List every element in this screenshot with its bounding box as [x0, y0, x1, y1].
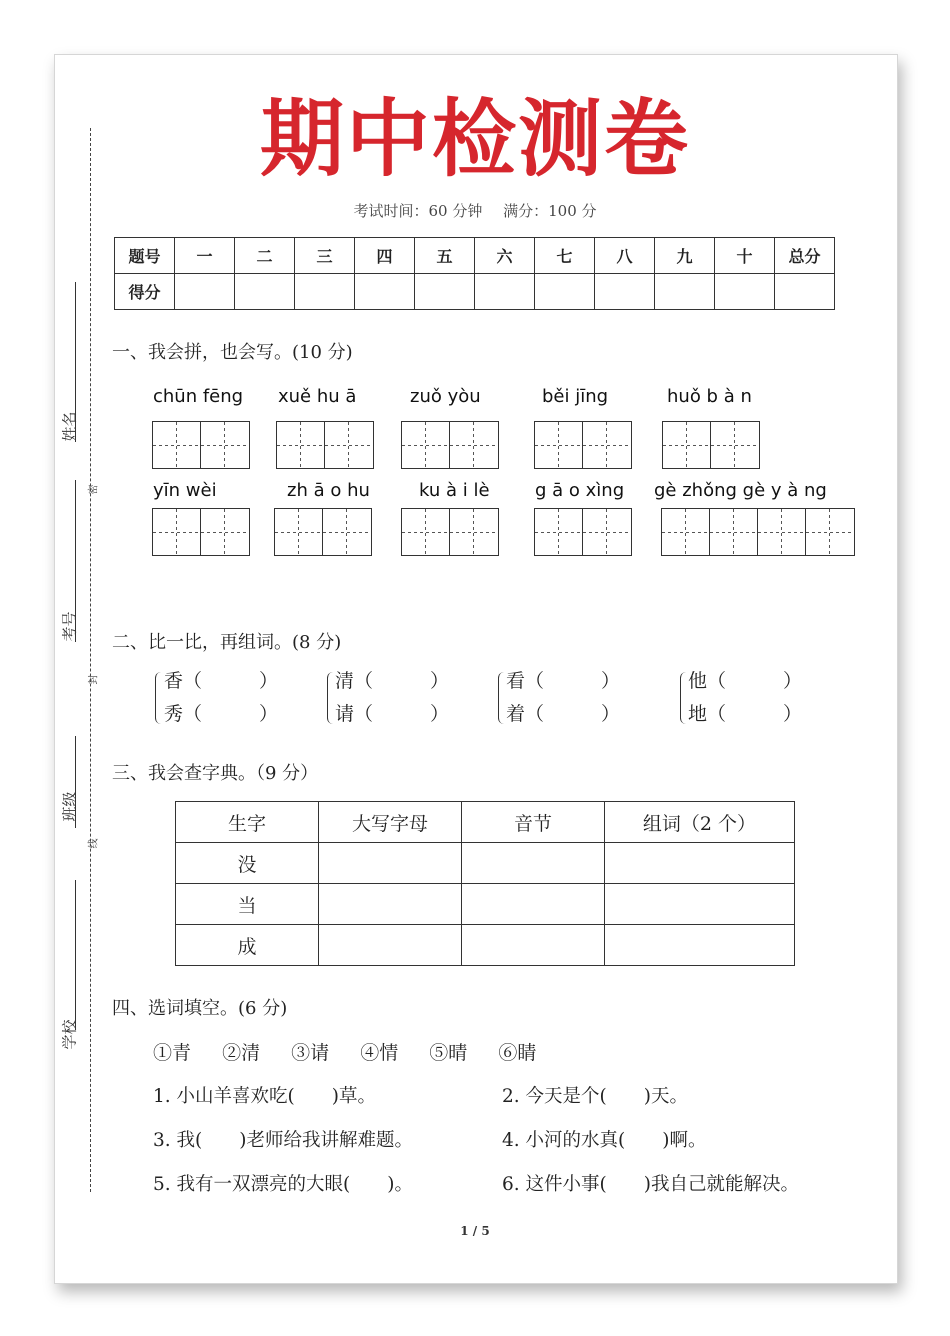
section1-title: 一、我会拼，也会写。(10 分): [112, 342, 353, 363]
question: 2. 今天是个( )天。: [502, 1086, 688, 1107]
brace: [327, 672, 334, 724]
dict-cell[interactable]: [462, 884, 605, 925]
class-label: 班级: [60, 791, 79, 822]
writing-grid[interactable]: [534, 421, 632, 469]
dict-char: 成: [176, 925, 319, 966]
option: ⑤晴: [429, 1042, 468, 1064]
pinyin: yīn wèi: [153, 480, 217, 501]
pinyin: zh ā o hu: [287, 480, 370, 501]
char: 秀: [164, 703, 184, 725]
char: 请: [335, 703, 355, 725]
writing-grid[interactable]: [401, 508, 499, 556]
dict-header: 音节: [462, 802, 605, 843]
exam-title: 期中检测卷: [259, 90, 690, 188]
id-label: 考号: [60, 611, 79, 642]
question: 6. 这件小事( )我自己就能解决。: [502, 1174, 799, 1195]
exam-info: [0, 200, 950, 221]
dict-row: [176, 843, 795, 884]
score-cell[interactable]: [235, 274, 295, 310]
char: 看: [506, 670, 526, 692]
question: 4. 小河的水真( )啊。: [502, 1130, 707, 1151]
dict-cell[interactable]: [605, 884, 795, 925]
score-header-cell: 二: [235, 238, 295, 274]
dict-cell[interactable]: [462, 843, 605, 884]
score-cell[interactable]: [655, 274, 715, 310]
writing-grid[interactable]: [276, 421, 374, 469]
option: ①青: [153, 1042, 192, 1064]
score-cell[interactable]: [355, 274, 415, 310]
score-header-cell: 六: [475, 238, 535, 274]
score-header-cell: 三: [295, 238, 355, 274]
seal-feng: 封: [88, 674, 100, 685]
question: 1. 小山羊喜欢吃( )草。: [153, 1086, 376, 1107]
char: 清: [335, 670, 355, 692]
pinyin: huǒ b à n: [667, 386, 752, 407]
pinyin: g ā o xìng: [535, 480, 625, 501]
dict-cell[interactable]: [605, 925, 795, 966]
score-header-cell: 九: [655, 238, 715, 274]
dict-cell[interactable]: [319, 925, 462, 966]
score-cell[interactable]: [295, 274, 355, 310]
section3-title: 三、我会查字典。（9 分）: [112, 763, 319, 784]
pinyin: chūn fēng: [153, 386, 244, 407]
compare-pair: 清（ ） 请（ ）: [335, 670, 450, 725]
full-score: 满分：100 分: [503, 202, 597, 220]
writing-grid[interactable]: [274, 508, 372, 556]
dict-cell[interactable]: [319, 843, 462, 884]
writing-grid[interactable]: [152, 508, 250, 556]
dict-cell[interactable]: [605, 843, 795, 884]
dict-header-row: [176, 802, 795, 843]
section2-title: 二、比一比，再组词。(8 分): [112, 632, 342, 653]
char: 着: [506, 703, 526, 725]
pinyin: běi jīng: [542, 386, 609, 407]
writing-grid[interactable]: [152, 421, 250, 469]
writing-grid[interactable]: [401, 421, 499, 469]
dict-row: [176, 884, 795, 925]
seal-mi: 密: [88, 484, 100, 495]
score-header-row: [115, 238, 835, 274]
compare-pair: 看（ ） 着（ ）: [506, 670, 621, 725]
pinyin: xuě hu ā: [278, 386, 357, 407]
page-number: 1 / 5: [460, 1224, 490, 1238]
question: 5. 我有一双漂亮的大眼( )。: [153, 1174, 413, 1195]
dict-cell[interactable]: [462, 925, 605, 966]
seal-xian: 线: [88, 838, 100, 849]
option: ④情: [360, 1042, 399, 1064]
pinyin: zuǒ yòu: [410, 386, 481, 407]
dict-char: 没: [176, 843, 319, 884]
brace: [680, 672, 687, 724]
score-header-cell: 题号: [115, 238, 175, 274]
score-header-cell: 七: [535, 238, 595, 274]
char: 地: [688, 703, 708, 725]
score-cell[interactable]: [775, 274, 835, 310]
char: 他: [688, 670, 708, 692]
option: ②清: [222, 1042, 261, 1064]
option: ⑥睛: [498, 1042, 537, 1064]
writing-grid[interactable]: [534, 508, 632, 556]
score-header-cell: 四: [355, 238, 415, 274]
school-label: 学校: [60, 1019, 79, 1050]
exam-time: 考试时间：60 分钟: [353, 202, 483, 220]
score-header-cell: 八: [595, 238, 655, 274]
writing-grid[interactable]: [662, 421, 760, 469]
score-row: [115, 274, 835, 310]
brace: [155, 672, 162, 724]
school-line: [75, 880, 76, 1030]
writing-grid[interactable]: [661, 508, 855, 556]
score-table: [114, 237, 835, 310]
score-cell[interactable]: [595, 274, 655, 310]
compare-pair: 香（ ） 秀（ ）: [164, 670, 279, 725]
score-header-cell: 十: [715, 238, 775, 274]
dict-header: 组词（2 个）: [605, 802, 795, 843]
score-cell[interactable]: [415, 274, 475, 310]
section4-title: 四、选词填空。(6 分): [112, 998, 288, 1019]
score-header-cell: 五: [415, 238, 475, 274]
dictionary-table: [175, 801, 795, 966]
dict-row: [176, 925, 795, 966]
binding-dotted-line: [90, 128, 91, 1192]
name-label: 姓名: [60, 411, 79, 442]
dict-cell[interactable]: [319, 884, 462, 925]
brace: [498, 672, 505, 724]
score-row-label: 得分: [115, 274, 175, 310]
score-cell[interactable]: [475, 274, 535, 310]
char: 香: [164, 670, 184, 692]
score-cell[interactable]: [175, 274, 235, 310]
dict-char: 当: [176, 884, 319, 925]
score-cell[interactable]: [535, 274, 595, 310]
compare-pair: 他（ ） 地（ ）: [688, 670, 803, 725]
score-header-cell: 一: [175, 238, 235, 274]
option: ③请: [291, 1042, 330, 1064]
question: 3. 我( )老师给我讲解难题。: [153, 1130, 413, 1151]
score-header-cell: 总分: [775, 238, 835, 274]
score-cell[interactable]: [715, 274, 775, 310]
dict-header: 生字: [176, 802, 319, 843]
dict-header: 大写字母: [319, 802, 462, 843]
pinyin: gè zhǒng gè y à ng: [654, 480, 827, 501]
word-options: [153, 1038, 561, 1065]
pinyin: ku à i lè: [419, 480, 490, 501]
